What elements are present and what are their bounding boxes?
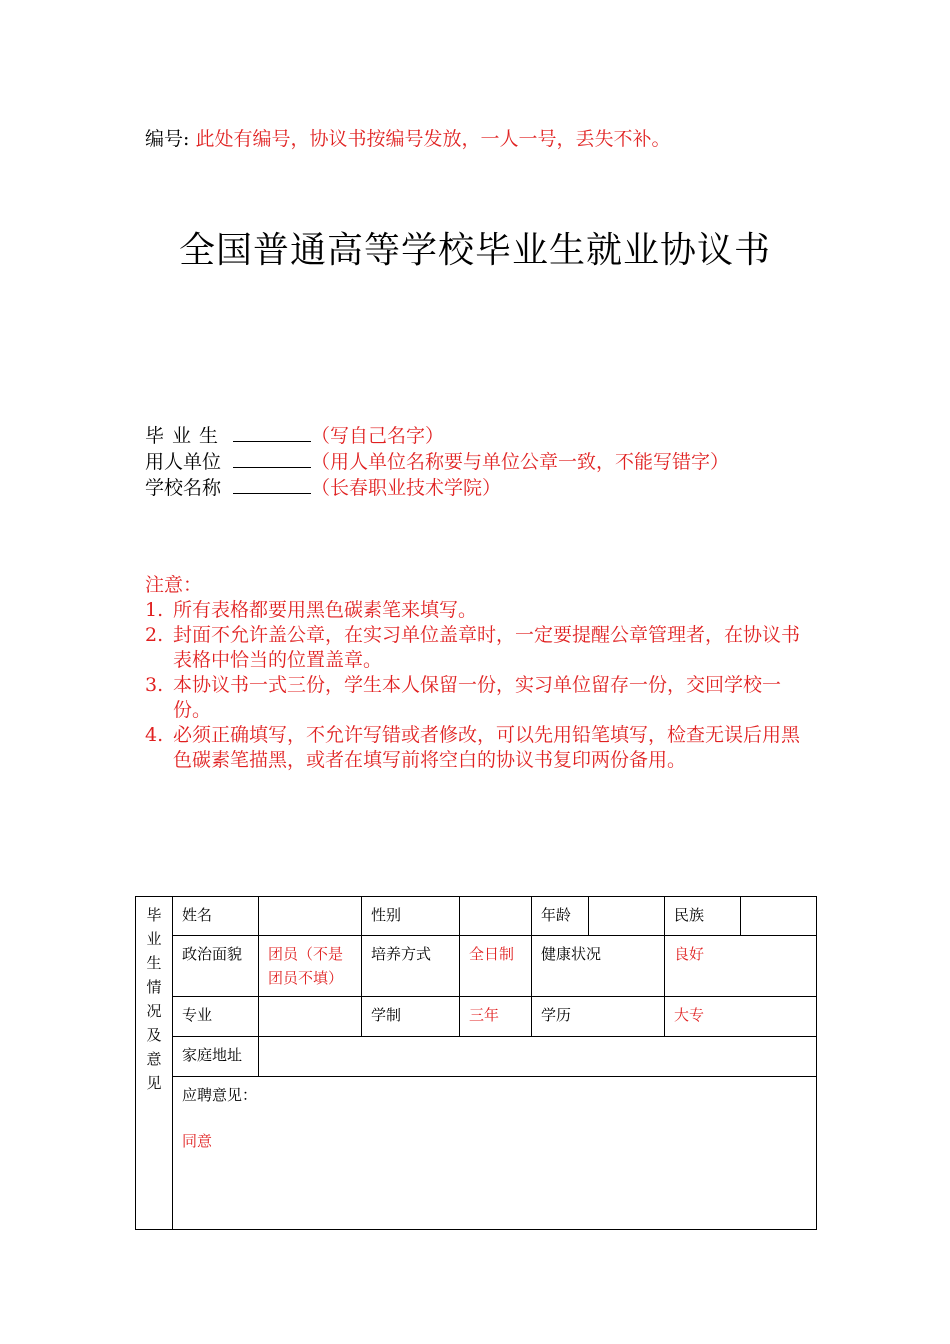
major-cell[interactable]: [259, 997, 362, 1037]
gender-cell[interactable]: [460, 897, 532, 936]
health-label: 健康状况: [532, 936, 665, 997]
name-cell[interactable]: [259, 897, 362, 936]
opinion-value: 同意: [182, 1132, 213, 1150]
duration-value[interactable]: 三年: [460, 997, 532, 1037]
field-blank-graduate[interactable]: [233, 423, 311, 442]
note-number: 3.: [145, 674, 164, 696]
field-hint-school: （长春职业技术学院）: [311, 477, 502, 499]
note-text: 必须正确填写，不允许写错或者修改，可以先用铅笔填写，检查无误后用黑色碳素笔描黑，或者在填写前将空白的协议书复印两份备用。: [173, 724, 801, 771]
notes-heading: 注意：: [145, 574, 203, 596]
serial-number-line: [145, 124, 670, 151]
graduate-info-table: [135, 896, 817, 1230]
gender-label: 性别: [362, 897, 460, 936]
opinion-label: 应聘意见：: [182, 1086, 258, 1104]
document-title: 全国普通高等学校毕业生就业协议书: [178, 230, 771, 271]
training-value[interactable]: 全日制: [460, 936, 532, 997]
name-label: 姓名: [173, 897, 259, 936]
note-text: 封面不允许盖公章，在实习单位盖章时，一定要提醒公章管理者，在协议书表格中恰当的位置盖章。: [173, 624, 801, 671]
field-hint-employer: （用人单位名称要与单位公章一致，不能写错字）: [311, 451, 730, 473]
duration-label: 学制: [362, 997, 460, 1037]
opinion-cell[interactable]: [173, 1077, 817, 1230]
section-label-graduate-info: 毕 业 生 情 况 及 意 见: [136, 897, 173, 1230]
address-label: 家庭地址: [173, 1037, 259, 1077]
note-text: 所有表格都要用黑色碳素笔来填写。: [173, 599, 478, 621]
age-label: 年龄: [532, 897, 589, 936]
major-label: 专业: [173, 997, 259, 1037]
political-value[interactable]: 团员（不是团员不填）: [259, 936, 362, 997]
note-item: [145, 598, 815, 623]
note-number: 4.: [145, 724, 164, 746]
ethnicity-label: 民族: [665, 897, 741, 936]
field-hint-graduate: （写自己名字）: [311, 425, 445, 447]
training-label: 培养方式: [362, 936, 460, 997]
field-blank-school[interactable]: [233, 475, 311, 494]
serial-label: 编号:: [145, 128, 196, 150]
note-number: 2.: [145, 624, 164, 646]
note-item: [145, 623, 815, 673]
address-cell[interactable]: [259, 1037, 817, 1077]
field-school: [145, 475, 729, 501]
health-value[interactable]: 良好: [665, 936, 817, 997]
field-employer: [145, 449, 729, 475]
notes-section: [145, 573, 815, 773]
note-item: [145, 723, 815, 773]
ethnicity-cell[interactable]: [741, 897, 817, 936]
degree-value[interactable]: 大专: [665, 997, 817, 1037]
age-cell[interactable]: [589, 897, 665, 936]
cover-fields: [145, 423, 729, 501]
note-text: 本协议书一式三份，学生本人保留一份，实习单位留存一份，交回学校一份。: [173, 674, 782, 721]
field-graduate: [145, 423, 729, 449]
field-label-school: 学校名称: [145, 477, 222, 499]
note-number: 1.: [145, 599, 164, 621]
note-item: [145, 673, 815, 723]
political-label: 政治面貌: [173, 936, 259, 997]
degree-label: 学历: [532, 997, 665, 1037]
serial-note: 此处有编号，协议书按编号发放，一人一号，丢失不补。: [195, 128, 671, 150]
field-label-employer: 用人单位: [145, 451, 222, 473]
field-blank-employer[interactable]: [233, 449, 311, 468]
field-label-graduate: 毕业生: [145, 425, 227, 447]
